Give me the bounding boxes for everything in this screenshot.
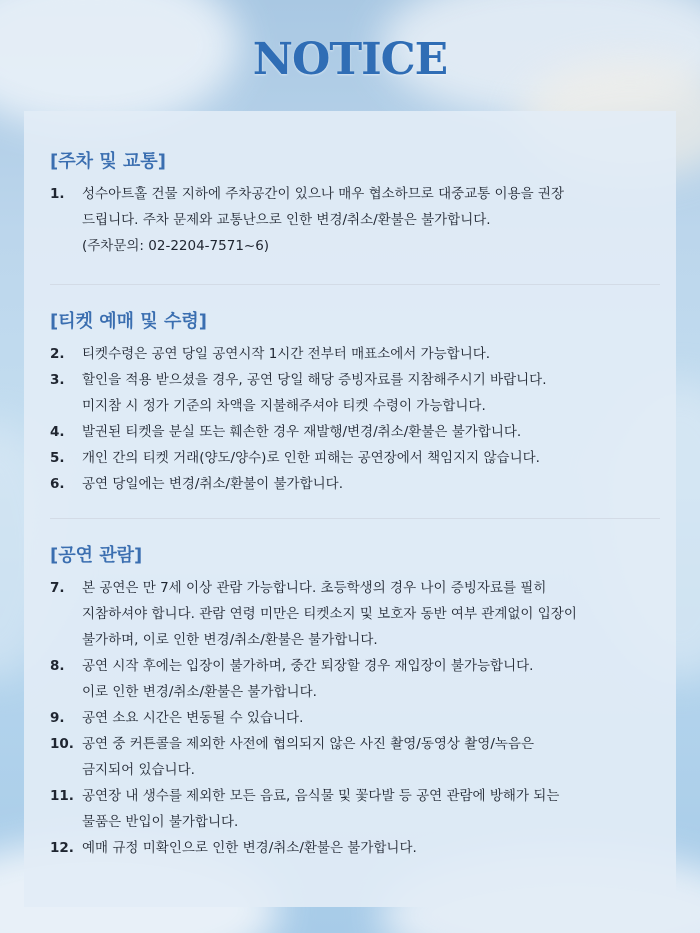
item-text: 물품은 반입이 불가합니다. [82,814,239,830]
notice-item [50,445,650,471]
section-divider [50,518,660,519]
item-text: 발권된 티켓을 분실 또는 훼손한 경우 재발행/변경/취소/환불은 불가합니다. [82,424,522,440]
item-text: 공연 소요 시간은 변동될 수 있습니다. [82,710,304,726]
section-parking [50,149,650,259]
notice-item [50,341,650,367]
item-number: 1. [50,186,65,202]
item-text: 성수아트홀 건물 지하에 주차공간이 있으나 매우 협소하므로 대중교통 이용을 권장 [82,186,565,202]
item-number: 11. [50,788,74,804]
notice-item [50,705,650,731]
item-text: (주차문의: 02-2204-7571~6) [82,238,270,254]
section-heading: [티켓 예매 및 수령] [50,311,207,332]
item-text: 금지되어 있습니다. [82,762,195,778]
notice-item [50,575,650,653]
notice-item [50,367,650,419]
item-number: 12. [50,840,74,856]
item-text: 공연 시작 후에는 입장이 불가하며, 중간 퇴장할 경우 재입장이 불가능합니다. [82,658,534,674]
item-text: 공연 당일에는 변경/취소/환불이 불가합니다. [82,476,343,492]
item-number: 6. [50,476,65,492]
item-text: 불가하며, 이로 인한 변경/취소/환불은 불가합니다. [82,632,378,648]
item-text: 개인 간의 티켓 거래(양도/양수)로 인한 피해는 공연장에서 책임지지 않습니다. [82,450,540,466]
item-text: 공연장 내 생수를 제외한 모든 음료, 음식물 및 꽃다발 등 공연 관람에 방해가 되는 [82,788,560,804]
section-divider [50,284,660,285]
notice-item [50,181,650,259]
item-text: 공연 중 커튼콜을 제외한 사전에 협의되지 않은 사진 촬영/동영상 촬영/녹음은 [82,736,534,752]
notice-item [50,731,650,783]
item-text: 본 공연은 만 7세 이상 관람 가능합니다. 초등학생의 경우 나이 증빙자료를 필히 [82,580,547,596]
section-heading: [공연 관람] [50,545,143,566]
section-heading: [주차 및 교통] [50,151,166,172]
item-text: 이로 인한 변경/취소/환불은 불가합니다. [82,684,317,700]
item-text: 드립니다. 주차 문제와 교통난으로 인한 변경/취소/환불은 불가합니다. [82,212,491,228]
notice-item [50,471,650,497]
notice-title: NOTICE [252,34,448,85]
notice-item [50,419,650,445]
item-text: 미지참 시 정가 기준의 차액을 지불해주셔야 티켓 수령이 가능합니다. [82,398,486,414]
item-text: 티켓수령은 공연 당일 공연시작 1시간 전부터 매표소에서 가능합니다. [82,346,491,362]
item-number: 10. [50,736,74,752]
section-viewing [50,543,650,861]
item-number: 9. [50,710,65,726]
item-text: 할인을 적용 받으셨을 경우, 공연 당일 해당 증빙자료를 지참해주시기 바랍니다. [82,372,547,388]
item-number: 5. [50,450,65,466]
item-number: 4. [50,424,65,440]
notice-item [50,783,650,835]
item-number: 7. [50,580,65,596]
item-number: 8. [50,658,65,674]
item-text: 지참하셔야 합니다. 관람 연령 미만은 티켓소지 및 보호자 동반 여부 관계없이 입장이 [82,606,577,622]
item-number: 2. [50,346,65,362]
notice-item [50,835,650,861]
section-tickets [50,309,650,497]
notice-item [50,653,650,705]
item-text: 예매 규정 미확인으로 인한 변경/취소/환불은 불가합니다. [82,840,417,856]
item-number: 3. [50,372,65,388]
